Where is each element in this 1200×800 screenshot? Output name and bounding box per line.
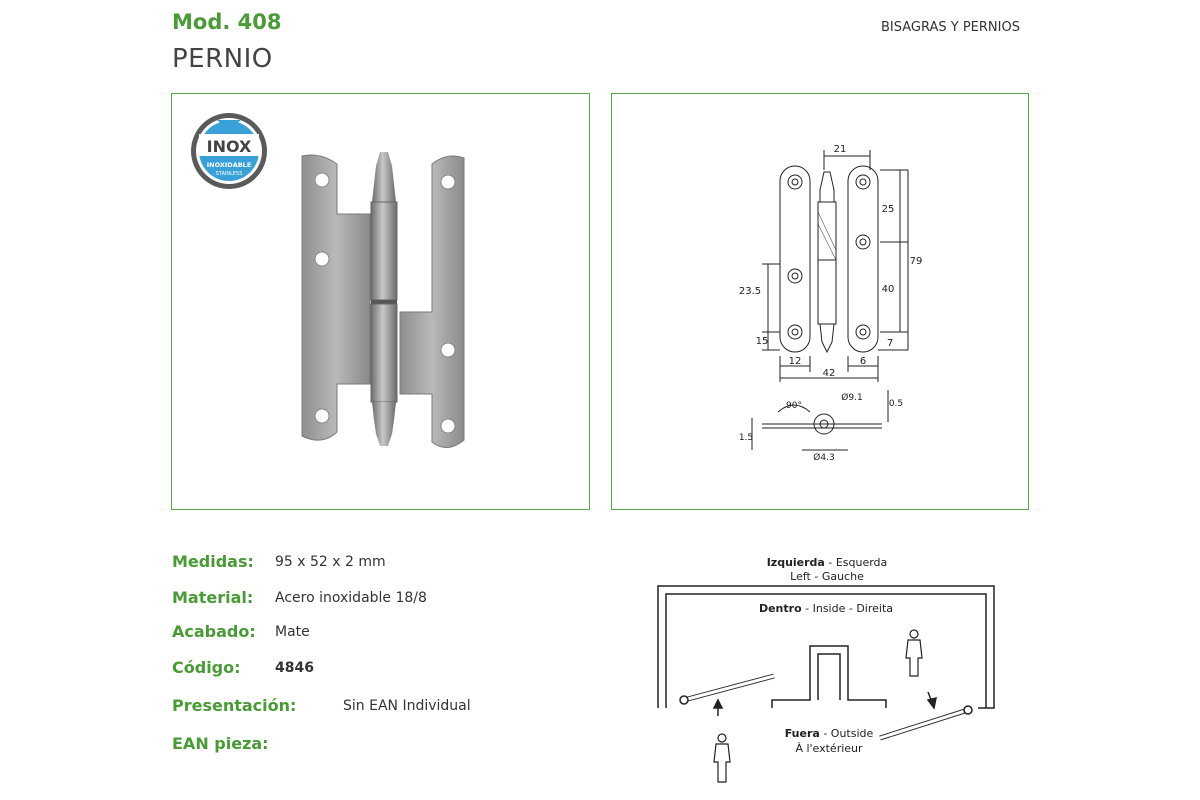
badge-line1: INOXIDABLE [206, 161, 252, 169]
spec-value: Acero inoxidable 18/8 [275, 590, 427, 606]
spec-label: Código: [172, 658, 241, 677]
hinge-right-leaf [400, 156, 464, 448]
hinge-photo [172, 94, 591, 511]
dim-1-5: 1.5 [738, 433, 754, 443]
badge-line2: STAINLESS [215, 171, 243, 177]
label-outside: Fuera - Outside [784, 727, 874, 740]
technical-drawing [612, 94, 1030, 511]
dim-12: 12 [788, 356, 802, 367]
person-inside-icon [906, 630, 922, 676]
dim-15: 15 [755, 336, 769, 347]
dim-42: 42 [822, 368, 836, 379]
spec-label: Acabado: [172, 622, 256, 641]
dim-angle: 90° [786, 401, 802, 411]
model-number: Mod. 408 [172, 10, 282, 34]
dim-23-5: 23.5 [738, 286, 762, 297]
dim-0-5: 0.5 [888, 399, 904, 409]
spec-label: Material: [172, 588, 254, 607]
spec-value: 95 x 52 x 2 mm [275, 554, 386, 570]
dim-25: 25 [881, 204, 895, 215]
dim-21: 21 [833, 144, 847, 155]
spec-label: Medidas: [172, 552, 254, 571]
label-left-hand: Izquierda - Esquerda [766, 556, 888, 569]
product-name: PERNIO [172, 44, 273, 74]
label-outside-2: À l'extérieur [795, 742, 863, 755]
label-left-hand-2: Left - Gauche [790, 570, 864, 583]
hinge-left-leaf [302, 155, 370, 440]
label-inside: Dentro - Inside - Direita [758, 602, 894, 615]
drawing-right-leaf [848, 166, 878, 352]
spec-value: Sin EAN Individual [343, 698, 471, 714]
technical-drawing-panel [611, 93, 1029, 510]
dim-7: 7 [886, 338, 894, 349]
spec-label: Presentación: [172, 696, 297, 715]
person-outside-icon [714, 734, 730, 782]
dim-hole-diameter: Ø4.3 [813, 453, 835, 463]
dim-6: 6 [859, 356, 867, 367]
spec-value: 4846 [275, 660, 314, 676]
drawing-left-leaf [780, 166, 810, 352]
category-label: BISAGRAS Y PERNIOS [881, 20, 1020, 35]
dim-pin-diameter: Ø9.1 [841, 393, 863, 403]
dim-40: 40 [881, 284, 895, 295]
spec-value: Mate [275, 624, 310, 640]
inox-badge [191, 113, 267, 189]
dim-79: 79 [909, 256, 923, 267]
badge-title: INOX [206, 137, 252, 156]
product-photo-panel [171, 93, 590, 510]
hinge-barrel [371, 152, 397, 446]
spec-label: EAN pieza: [172, 734, 269, 753]
